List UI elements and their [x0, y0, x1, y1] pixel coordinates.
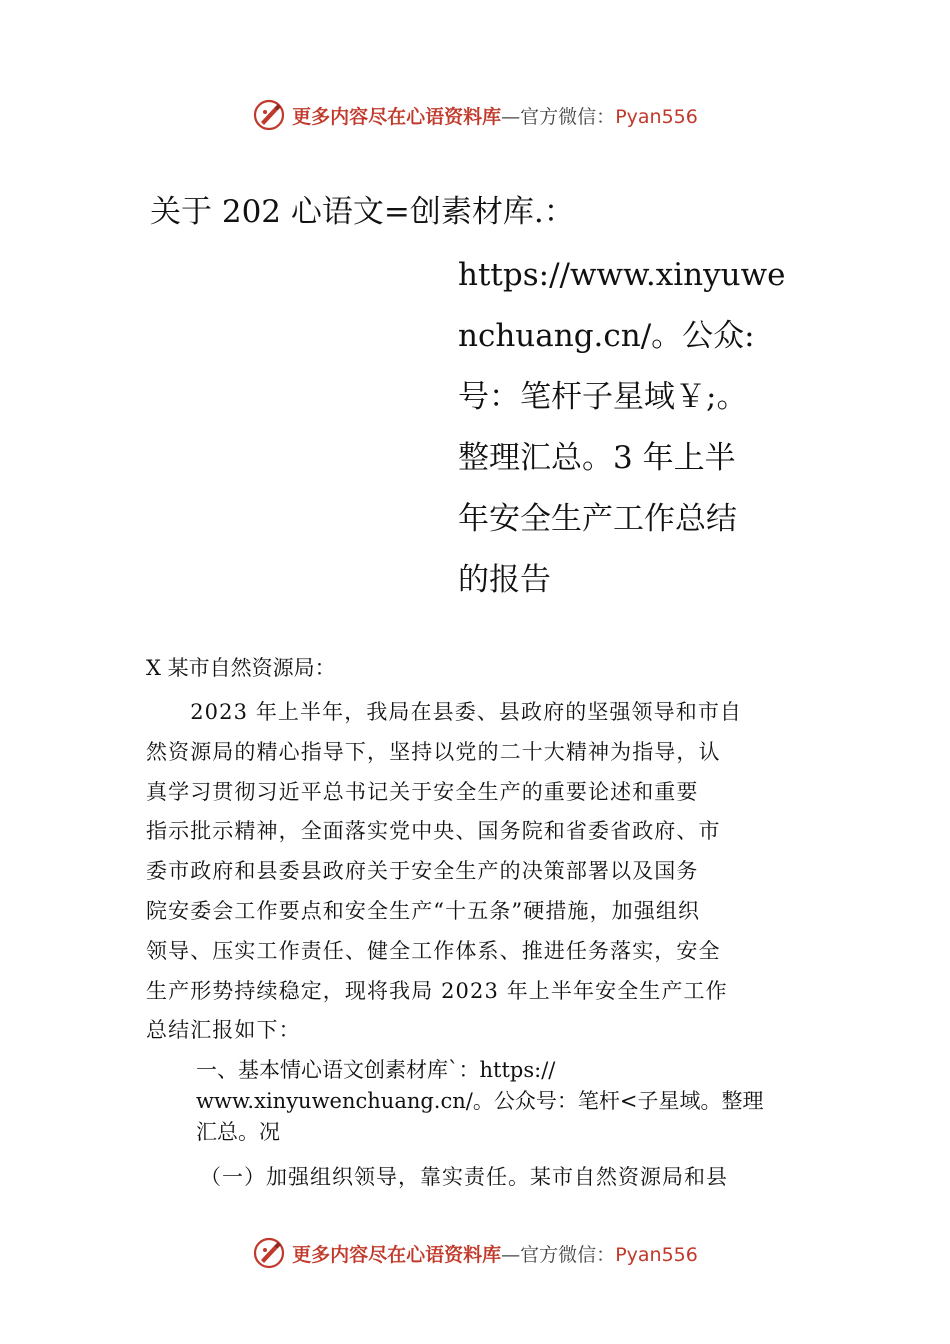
- banner-text: [292, 1240, 698, 1267]
- title-block: [458, 245, 803, 611]
- title-line: https://www.xinyuwe: [458, 257, 786, 293]
- body-line: 领导、压实工作责任、健全工作体系、推进任务落实，安全: [146, 938, 721, 963]
- banner-wechat-id: Pyan556: [615, 1243, 698, 1266]
- body-line: 指示批示精神，全面落实党中央、国务院和省委省政府、市: [146, 819, 721, 844]
- title-line: 的报告: [458, 562, 551, 598]
- banner-separator: —官方微信：: [501, 105, 616, 128]
- pen-logo-icon: [252, 1236, 286, 1270]
- title-line-1: 关于 202 心语文=创素材库.：: [150, 194, 575, 230]
- section-line: www.xinyuwenchuang.cn/。公众号：笔杆<子星域。整理: [196, 1089, 764, 1113]
- body-line: 总结汇报如下：: [146, 1018, 301, 1043]
- title-line: 整理汇总。3 年上半: [458, 440, 736, 476]
- body-line: 院安委会工作要点和安全生产“十五条”硬措施，加强组织: [146, 898, 701, 923]
- banner-text: [292, 102, 698, 129]
- body-line: 生产形势持续稳定，现将我局 2023 年上半年安全生产工作: [146, 978, 728, 1003]
- recipient: X 某市自然资源局：: [146, 656, 336, 680]
- body-line: 然资源局的精心指导下，坚持以党的二十大精神为指导，认: [146, 739, 721, 764]
- section-line: 一、基本情心语文创素材库`：https://: [196, 1058, 556, 1082]
- banner-title: 更多内容尽在心语资料库: [292, 105, 502, 128]
- title-line: nchuang.cn/。公众:: [458, 318, 755, 354]
- header-banner: [0, 95, 950, 135]
- body-paragraph: [146, 693, 806, 1051]
- banner-wechat-id: Pyan556: [615, 105, 698, 128]
- section-heading: [196, 1055, 826, 1148]
- section-line: 汇总。况: [196, 1120, 280, 1144]
- body-line: 真学习贯彻习近平总书记关于安全生产的重要论述和重要: [146, 779, 699, 804]
- title-line: 号：笔杆子星域￥;。: [458, 379, 748, 415]
- footer-banner: [0, 1233, 950, 1273]
- banner-title: 更多内容尽在心语资料库: [292, 1243, 502, 1266]
- title-line: 年安全生产工作总结: [458, 501, 737, 537]
- pen-logo-icon: [252, 98, 286, 132]
- banner-separator: —官方微信：: [501, 1243, 616, 1266]
- body-line: 2023 年上半年，我局在县委、县政府的坚强领导和市自: [146, 700, 743, 724]
- body-line: 委市政府和县委县政府关于安全生产的决策部署以及国务: [146, 859, 699, 884]
- sub-heading: （一）加强组织领导，靠实责任。某市自然资源局和县: [200, 1165, 728, 1189]
